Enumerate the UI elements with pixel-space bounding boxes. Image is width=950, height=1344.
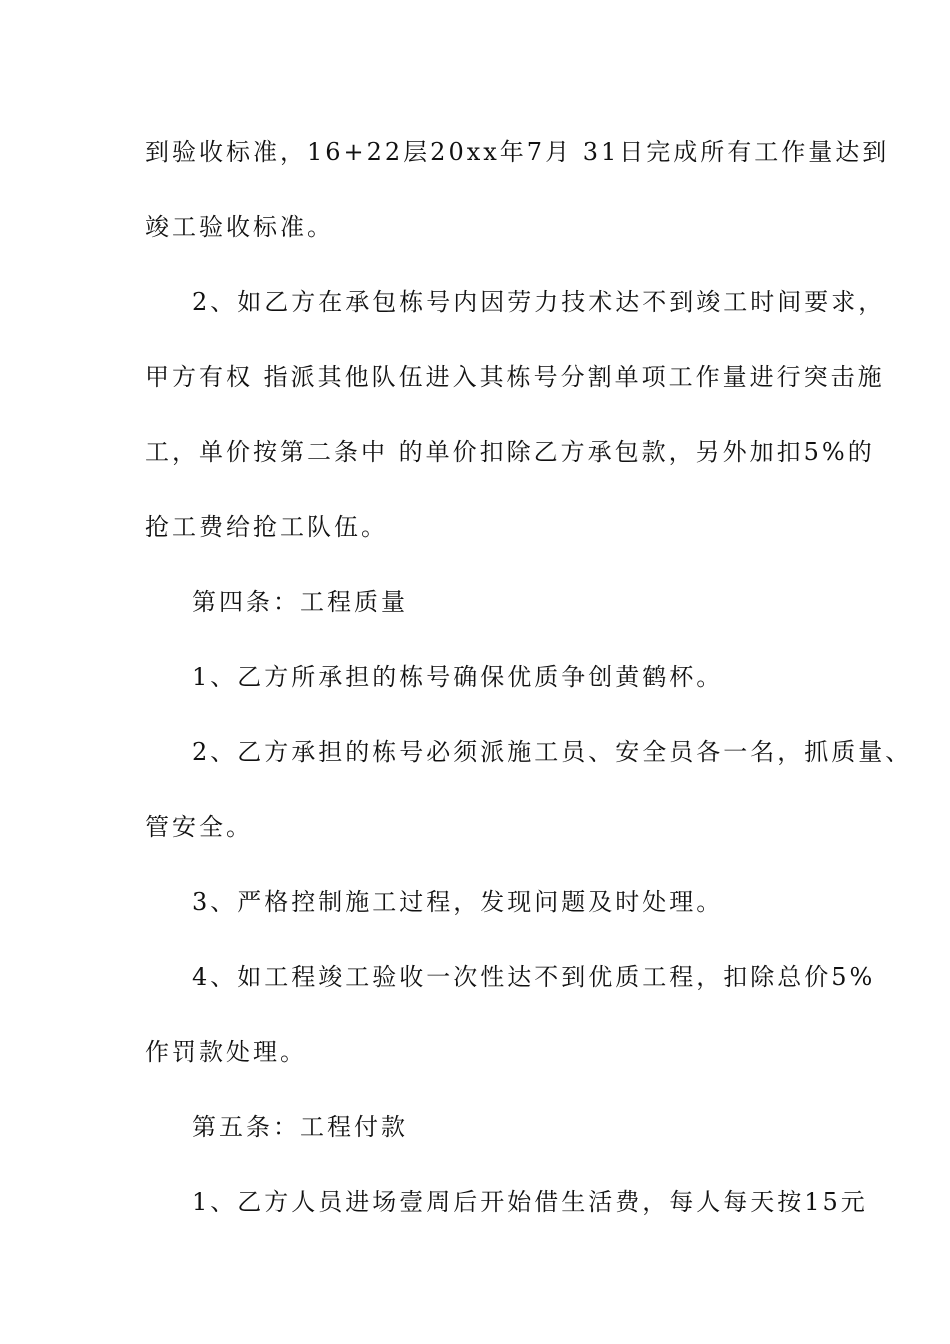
text-line: 到验收标准，16+22层20xx年7月 31日完成所有工作量达到: [145, 138, 890, 166]
section-heading: 第四条：工程质量: [192, 588, 408, 616]
text-line: 甲方有权 指派其他队伍进入其栋号分割单项工作量进行突击施: [145, 363, 885, 391]
text-line: 4、如工程竣工验收一次性达不到优质工程，扣除总价5%: [192, 963, 876, 991]
text-line: 竣工验收标准。: [145, 213, 334, 241]
text-line: 2、乙方承担的栋号必须派施工员、安全员各一名，抓质量、: [192, 738, 913, 766]
text-line: 管安全。: [145, 813, 253, 841]
text-line: 2、如乙方在承包栋号内因劳力技术达不到竣工时间要求，: [192, 288, 886, 316]
text-line: 工，单价按第二条中 的单价扣除乙方承包款，另外加扣5%的: [145, 438, 875, 466]
section-heading: 第五条：工程付款: [192, 1113, 408, 1141]
text-line: 3、严格控制施工过程，发现问题及时处理。: [192, 888, 724, 916]
text-line: 1、乙方人员进场壹周后开始借生活费，每人每天按15元: [192, 1188, 868, 1216]
text-line: 1、乙方所承担的栋号确保优质争创黄鹤杯。: [192, 663, 724, 691]
text-line: 作罚款处理。: [145, 1038, 307, 1066]
text-line: 抢工费给抢工队伍。: [145, 513, 388, 541]
